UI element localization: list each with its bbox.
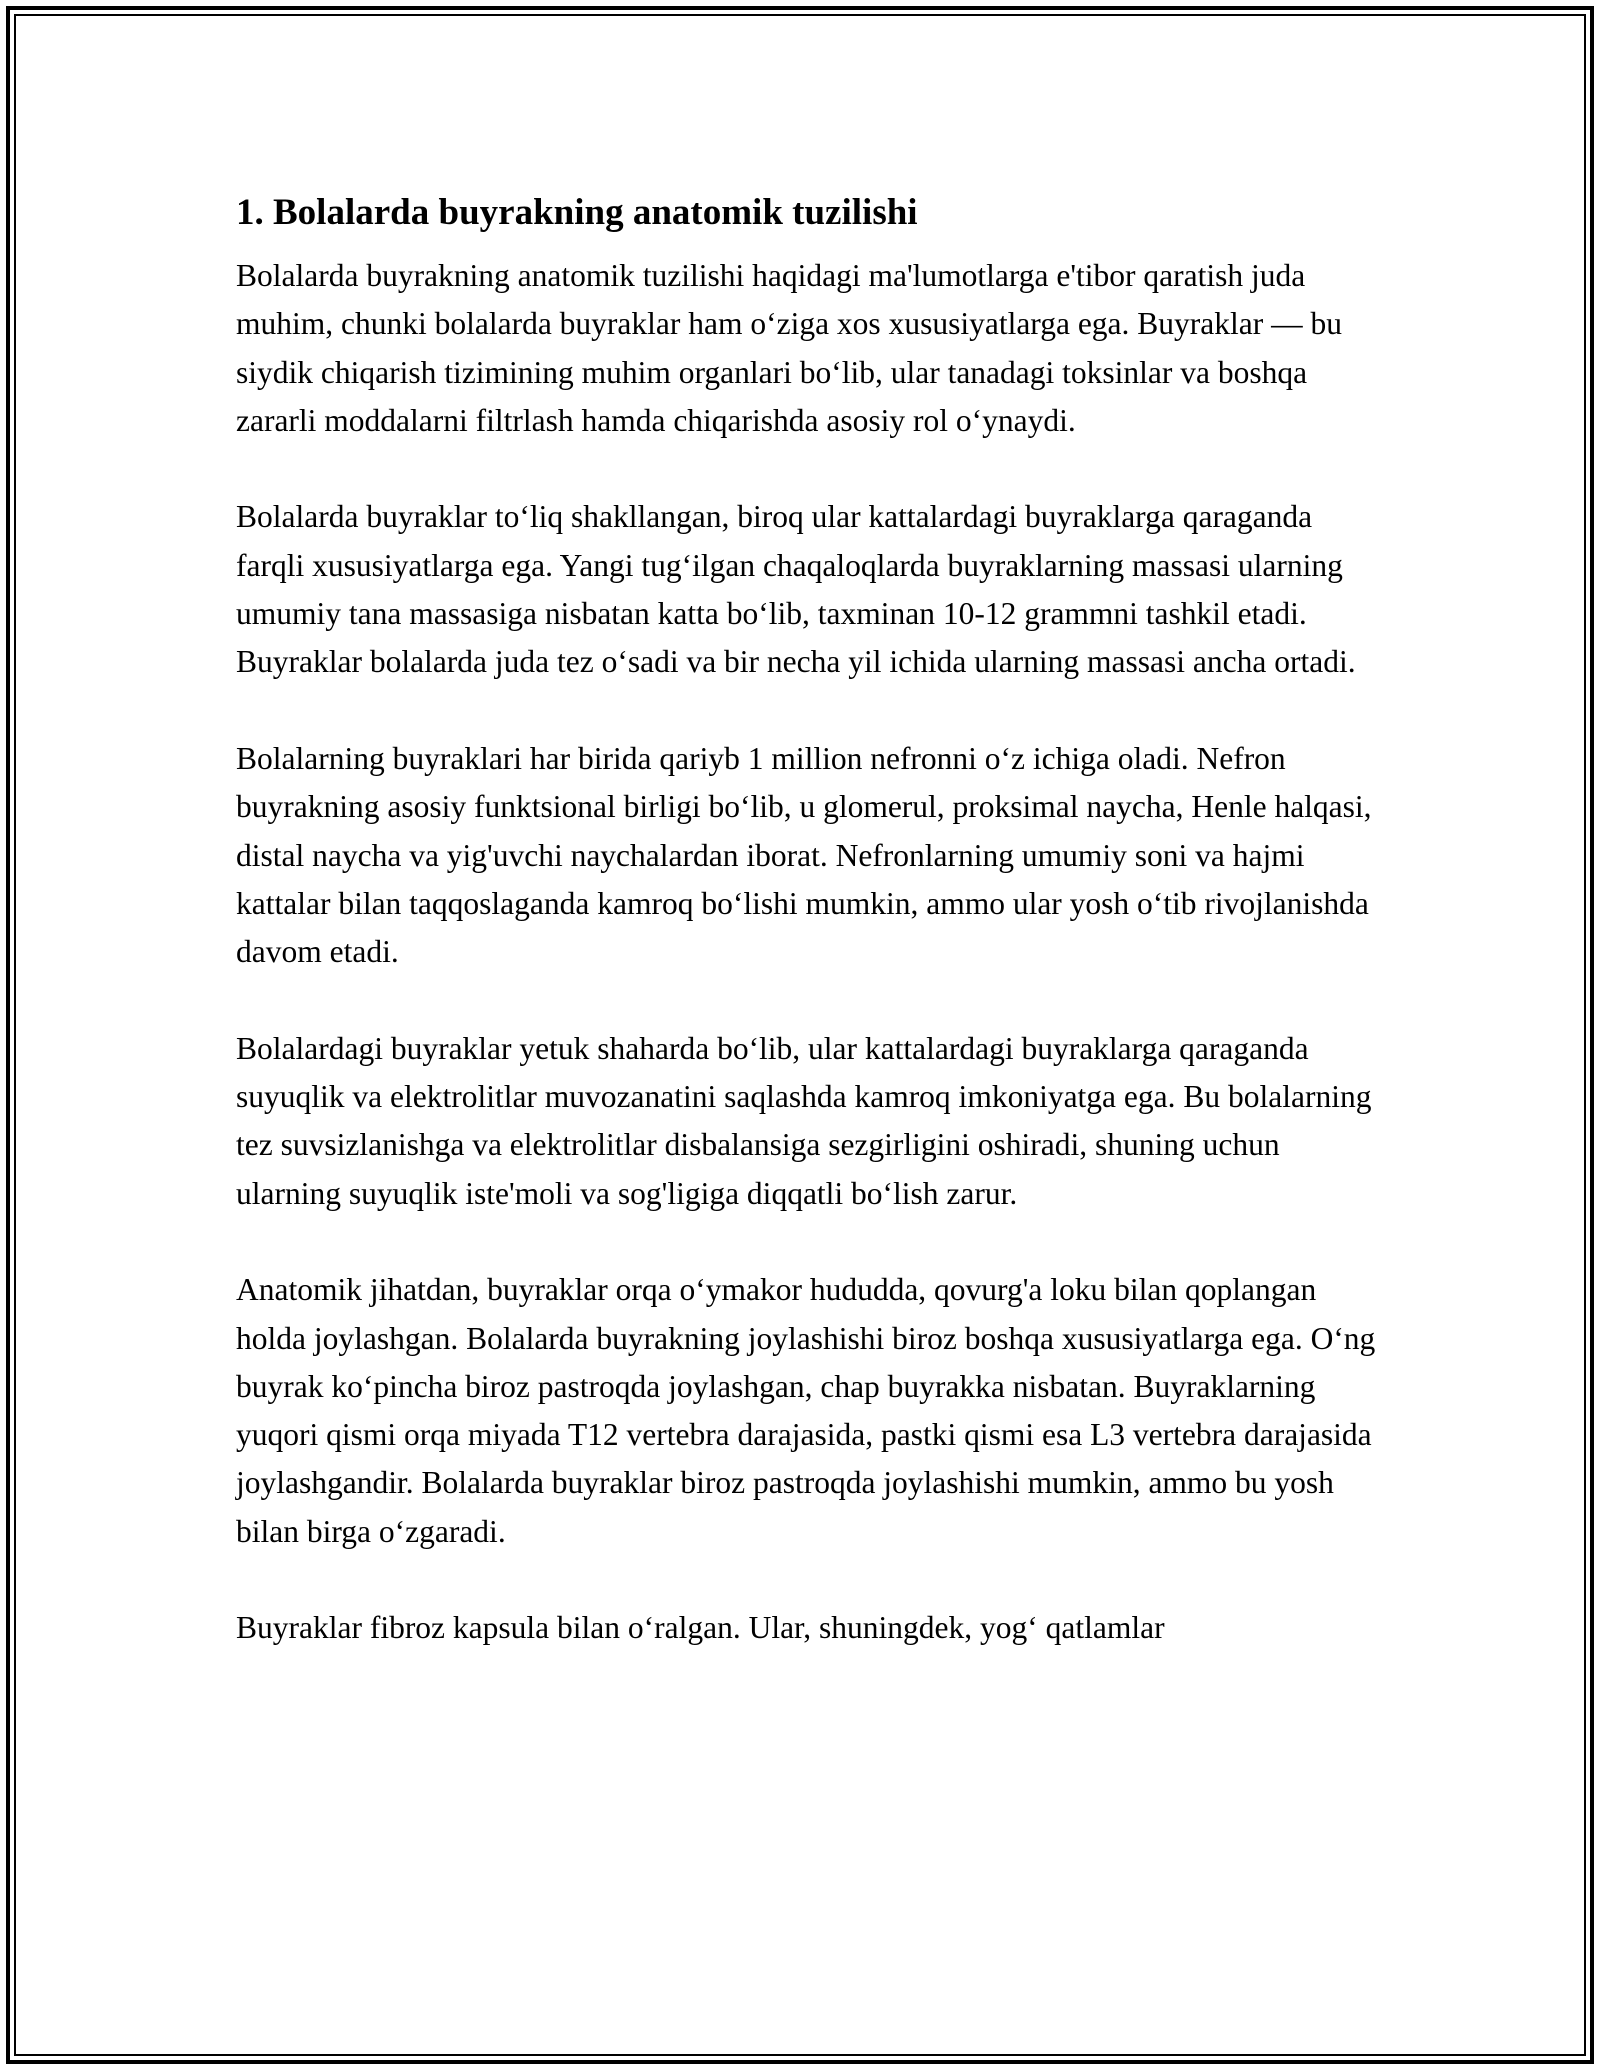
paragraph-2: Bolalarda buyraklar to‘liq shakllangan, biroq ular kattalardagi buyraklarga qaraganda farqli xususiyatlarga ega. Yangi tug‘ilgan chaqaloqlarda buyraklarning massasi ularning umumiy tana massasiga nisbatan katta bo‘lib, taxminan 10-12 grammni tashkil etadi. Buyraklar bolalarda juda tez o‘sadi va bir necha yil ichida ularning massasi ancha ortadi. [236,499,1356,680]
paragraph-6: Buyraklar fibroz kapsula bilan o‘ralgan. Ular, shuningdek, yog‘ qatlamlar [236,1610,1165,1646]
paragraph-3: Bolalarning buyraklari har birida qariyb 1 million nefronni o‘z ichiga oladi. Nefron buyrakning asosiy funktsional birligi bo‘lib, u glomerul, proksimal naycha, Henle halqasi, distal naycha va yig'uvchi naychalardan iborat. Nefronlarning umumiy soni va hajmi kattalar bilan taqqoslaganda kamroq bo‘lishi mumkin, ammo ular yosh o‘tib rivojlanishda davom etadi. [236,740,1372,970]
paragraph-4: Bolalardagi buyraklar yetuk shaharda bo‘lib, ular kattalardagi buyraklarga qaraganda suyuqlik va elektrolitlar muvozanatini saqlashda kamroq imkoniyatga ega. Bu bolalarning tez suvsizlanishga va elektrolitlar disbalansiga sezgirligini oshiradi, shuning uchun ularning suyuqlik iste'moli va sog'ligiga diqqatli bo‘lish zarur. [236,1030,1372,1211]
paragraph-1: Bolalarda buyrakning anatomik tuzilishi haqidagi ma'lumotlarga e'tibor qaratish juda muhim, chunki bolalarda buyraklar ham o‘ziga xos xususiyatlarga ega. Buyraklar — bu siydik chiqarish tizimining muhim organlari bo‘lib, ular tanadagi toksinlar va boshqa zararli moddalarni filtrlash hamda chiqarishda asosiy rol o‘ynaydi. [236,258,1342,438]
section-heading: 1. Bolalarda buyrakning anatomik tuzilishi [236,192,918,233]
paragraph-5: Anatomik jihatdan, buyraklar orqa o‘ymakor hududda, qovurg'a loku bilan qoplangan holda joylashgan. Bolalarda buyrakning joylashishi biroz boshqa xususiyatlarga ega. O‘ng buyrak ko‘pincha biroz pastroqda joylashgan, chap buyrakka nisbatan. Buyraklarning yuqori qismi orqa miyada T12 vertebra darajasida, pastki qismi esa L3 vertebra darajasida joylashgandir. Bolalarda buyraklar biroz pastroqda joylashishi mumkin, ammo bu yosh bilan birga o‘zgaradi. [236,1272,1376,1549]
document-body [236,186,1386,1653]
